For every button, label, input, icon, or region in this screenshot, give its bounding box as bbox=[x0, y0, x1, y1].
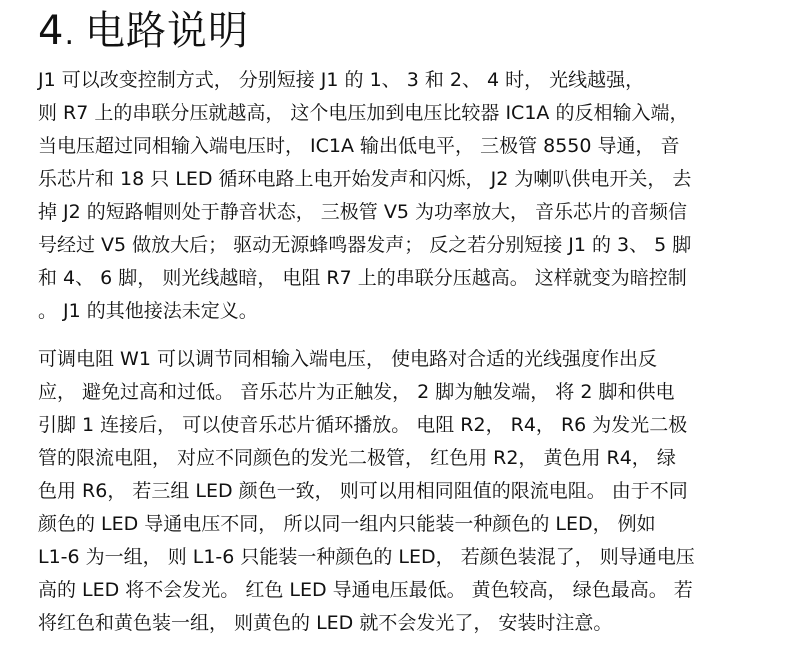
paragraph-resistor-led-description bbox=[38, 343, 762, 640]
paragraph-line: 高的 LED 将不会发光。 红色 LED 导通电压最低。 黄色较高， 绿色最高。 若 bbox=[38, 579, 693, 601]
paragraph-line: 引脚 1 连接后， 可以使音乐芯片循环播放。 电阻 R2， R4， R6 为发光二极 bbox=[38, 414, 688, 436]
paragraph-line: 。 J1 的其他接法未定义。 bbox=[38, 300, 258, 322]
paragraph-line: 管的限流电阻， 对应不同颜色的发光二极管， 红色用 R2， 黄色用 R4， 绿 bbox=[38, 447, 676, 469]
paragraph-line: 颜色的 LED 导通电压不同， 所以同一组内只能装一种颜色的 LED， 例如 bbox=[38, 513, 656, 535]
paragraph-line: J1 可以改变控制方式， 分别短接 J1 的 1、 3 和 2、 4 时， 光线越强， bbox=[38, 69, 645, 91]
paragraph-line: 将红色和黄色装一组， 则黄色的 LED 就不会发光了， 安装时注意。 bbox=[38, 612, 613, 634]
paragraph-line: 可调电阻 W1 可以调节同相输入端电压， 使电路对合适的光线强度作出反 bbox=[38, 348, 657, 370]
section-number-dot: . bbox=[64, 17, 75, 52]
paragraph-line: 当电压超过同相输入端电压时， IC1A 输出低电平， 三极管 8550 导通， 音 bbox=[38, 135, 680, 157]
paragraph-line: 则 R7 上的串联分压就越高， 这个电压加到电压比较器 IC1A 的反相输入端， bbox=[38, 102, 689, 124]
paragraph-jumper-description bbox=[38, 64, 762, 328]
section-heading bbox=[38, 6, 249, 60]
paragraph-line: 乐芯片和 18 只 LED 循环电路上电开始发声和闪烁， J2 为喇叭供电开关， 去 bbox=[38, 168, 692, 190]
paragraph-line: L1-6 为一组， 则 L1-6 只能装一种颜色的 LED， 若颜色装混了， 则导通电压 bbox=[38, 546, 695, 568]
paragraph-line: 和 4、 6 脚， 则光线越暗， 电阻 R7 上的串联分压越高。 这样就变为暗控制 bbox=[38, 267, 687, 289]
section-title: 电路说明 bbox=[85, 8, 249, 54]
section-number: 4 bbox=[38, 8, 65, 54]
paragraph-line: 号经过 V5 做放大后； 驱动无源蜂鸣器发声； 反之若分别短接 J1 的 3、 5 脚 bbox=[38, 234, 692, 256]
paragraph-line: 应， 避免过高和过低。 音乐芯片为正触发， 2 脚为触发端， 将 2 脚和供电 bbox=[38, 381, 675, 403]
paragraph-line: 色用 R6， 若三组 LED 颜色一致， 则可以用相同阻值的限流电阻。 由于不同 bbox=[38, 480, 688, 502]
paragraph-line: 掉 J2 的短路帽则处于静音状态， 三极管 V5 为功率放大， 音乐芯片的音频信 bbox=[38, 201, 688, 223]
